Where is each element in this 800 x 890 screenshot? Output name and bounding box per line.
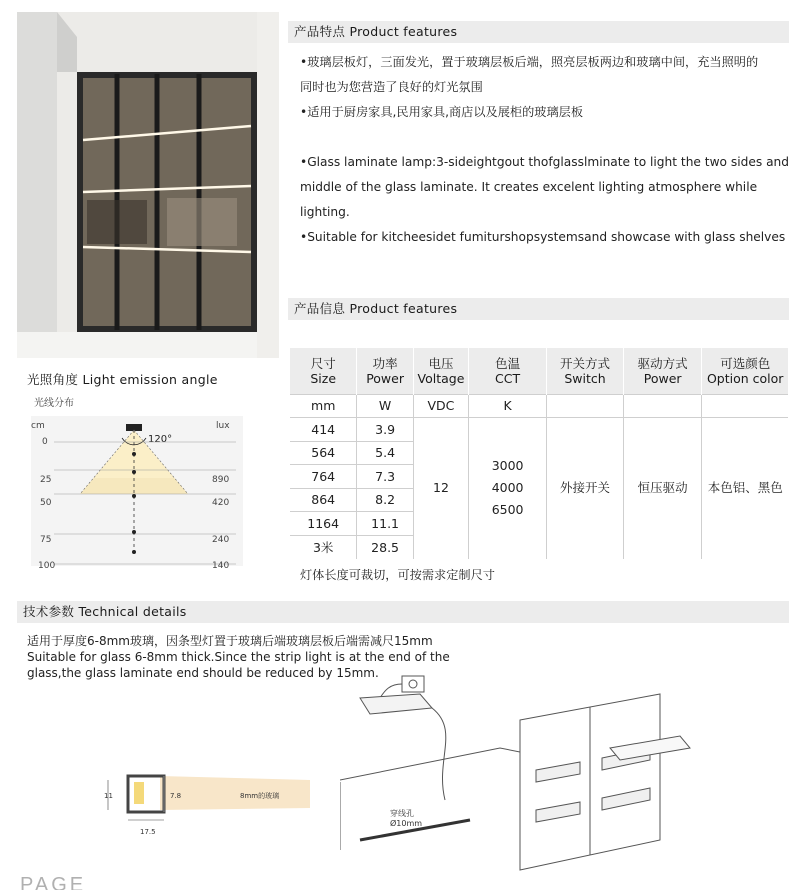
light-distribution-diagram xyxy=(26,392,248,574)
cct-value: 6500 xyxy=(491,502,524,518)
unit-cell: W xyxy=(357,394,413,418)
unit-cell xyxy=(547,394,624,418)
lamp-icon xyxy=(126,424,142,431)
installation-sketch xyxy=(340,670,520,850)
cable-hole-diameter: Ø10mm xyxy=(390,819,423,828)
technical-details-title: 技术参数 Technical details xyxy=(23,604,187,619)
table-row xyxy=(290,418,788,442)
header-driver: 驱动方式 Power xyxy=(623,348,701,394)
driver-box-icon xyxy=(360,694,432,714)
header-size: 尺寸 Size xyxy=(290,348,357,394)
unit-cell: mm xyxy=(290,394,357,418)
lux-tick: 890 xyxy=(212,475,230,485)
lux-point-marker xyxy=(132,452,136,456)
profile-width-label: 17.5 xyxy=(140,828,156,836)
cm-tick: 25 xyxy=(40,475,52,485)
tech-line: 适用于厚度6-8mm玻璃，因条型灯置于玻璃后端玻璃层板后端需减尺15mm xyxy=(27,634,433,648)
size-cell: 414 xyxy=(290,418,357,442)
power-cell: 5.4 xyxy=(357,441,413,465)
voltage-cell: 12 xyxy=(413,418,468,559)
size-cell: 1164 xyxy=(290,512,357,536)
cct-value: 4000 xyxy=(491,480,524,496)
header-cct: 色温 CCT xyxy=(469,348,547,394)
section-product-info-title: 产品信息 Product features xyxy=(294,301,458,316)
power-cell: 11.1 xyxy=(357,512,413,536)
header-power: 功率 Power xyxy=(357,348,413,394)
light-angle-title: 光照角度 Light emission angle xyxy=(27,372,218,387)
size-cell: 3米 xyxy=(290,535,357,559)
power-cell: 7.3 xyxy=(357,465,413,489)
spec-table xyxy=(290,348,788,559)
cm-tick: 75 xyxy=(40,535,52,545)
feature-line: 同时也为您营造了良好的灯光氛围 xyxy=(300,80,483,94)
lux-point-marker xyxy=(132,470,136,474)
profile-height-label: 11 xyxy=(104,792,113,800)
glass-gap-label: 7.8 xyxy=(170,792,182,800)
feature-line: •Glass laminate lamp:3-sideightgout thofglasslminate to light the two sides and xyxy=(300,155,789,169)
spec-header-row xyxy=(290,348,788,394)
lux-point-marker xyxy=(132,530,136,534)
color-cell: 本色铝、黑色 xyxy=(702,418,788,559)
lux-point-marker xyxy=(132,550,136,554)
socket-icon xyxy=(409,680,417,688)
lux-tick: 240 xyxy=(212,535,230,545)
glass-thickness-label: 8mm的玻璃 xyxy=(240,792,280,800)
lux-axis-label: lux xyxy=(216,421,230,431)
header-switch: 开关方式 Switch xyxy=(547,348,624,394)
tech-line: glass,the glass laminate end should be reduced by 15mm. xyxy=(27,666,379,680)
unit-cell xyxy=(702,394,788,418)
power-cell: 3.9 xyxy=(357,418,413,442)
distribution-subtitle: 光线分布 xyxy=(34,398,74,409)
power-cell: 28.5 xyxy=(357,535,413,559)
beam-angle-label: 120° xyxy=(148,434,173,445)
size-cell: 764 xyxy=(290,465,357,489)
unit-cell: VDC xyxy=(413,394,468,418)
tech-line: Suitable for glass 6-8mm thick.Since the strip light is at the end of the xyxy=(27,650,450,664)
header-voltage: 电压 Voltage xyxy=(413,348,468,394)
cut-to-length-note: 灯体长度可裁切，可按需求定制尺寸 xyxy=(300,568,495,582)
feature-line: •玻璃层板灯，三面发光，置于玻璃层板后端，照亮层板两边和玻璃中间，充当照明的 xyxy=(300,55,759,69)
feature-line: •Suitable for kitcheesidet fumiturshopsystemsand showcase with glass shelves xyxy=(300,230,786,244)
page-mark: PAGE xyxy=(20,874,87,890)
feature-line: middle of the glass laminate. It creates excelent lighting atmosphere while lighting. xyxy=(300,180,758,219)
feature-line: •适用于厨房家具,民用家具,商店以及展柜的玻璃层板 xyxy=(300,105,584,119)
driver-cell: 恒压驱动 xyxy=(623,418,701,559)
cabinet-sketch xyxy=(510,690,710,880)
cct-cell xyxy=(469,418,547,559)
cable-hole-label: 穿线孔 xyxy=(390,809,414,818)
section-product-features-title: 产品特点 Product features xyxy=(294,24,458,39)
power-cell: 8.2 xyxy=(357,488,413,512)
cm-tick: 0 xyxy=(42,437,48,447)
section-product-features-header xyxy=(288,21,789,43)
cct-value: 3000 xyxy=(491,458,524,474)
spec-units-row xyxy=(290,394,788,418)
cm-tick: 50 xyxy=(40,498,52,508)
cm-tick: 100 xyxy=(38,561,56,571)
technical-details-header xyxy=(17,601,789,623)
switch-cell: 外接开关 xyxy=(547,418,624,559)
profile-cross-section-diagram xyxy=(100,770,340,840)
product-photo xyxy=(17,12,279,358)
section-product-info-header xyxy=(288,298,789,320)
size-cell: 564 xyxy=(290,441,357,465)
lux-tick: 140 xyxy=(212,561,230,571)
unit-cell: K xyxy=(469,394,547,418)
cm-axis-label: cm xyxy=(31,421,45,431)
unit-cell xyxy=(623,394,701,418)
features-list xyxy=(300,50,795,250)
size-cell: 864 xyxy=(290,488,357,512)
header-color: 可选颜色 Option color xyxy=(702,348,788,394)
lux-tick: 420 xyxy=(212,498,230,508)
lux-point-marker xyxy=(132,494,136,498)
